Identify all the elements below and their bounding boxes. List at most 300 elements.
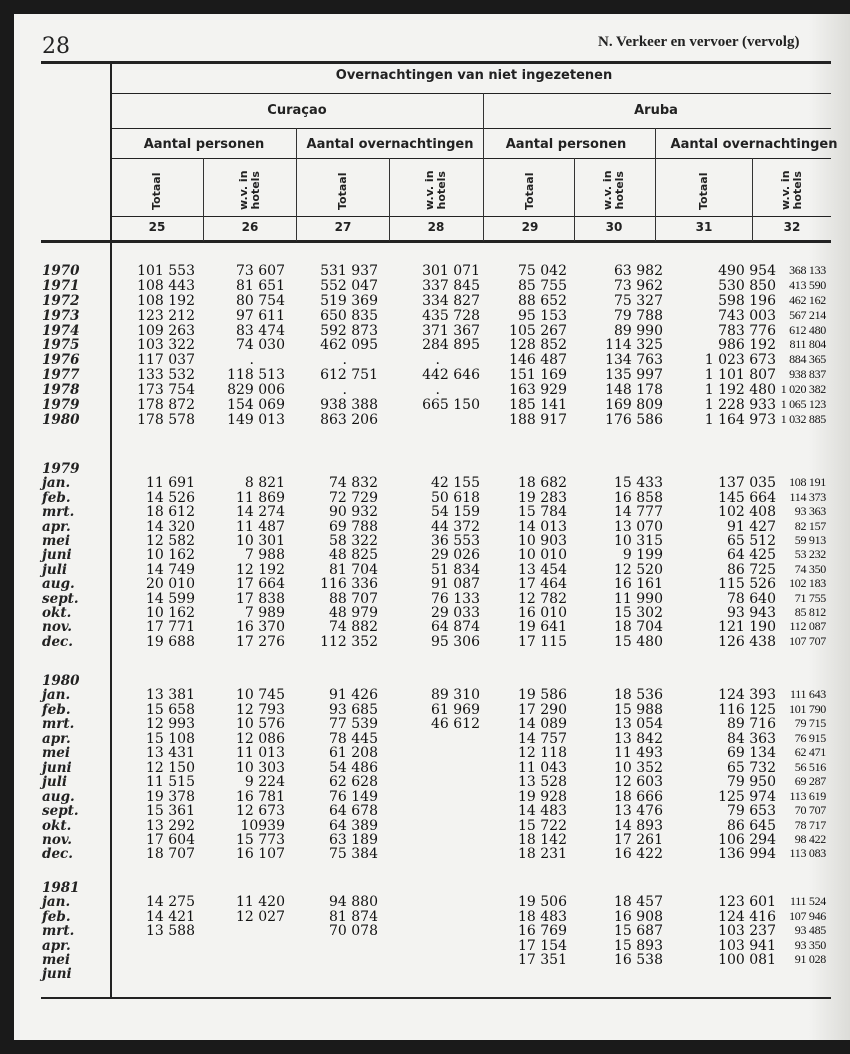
section-heading: 1981	[42, 880, 80, 896]
table-cell: 62 471	[794, 745, 826, 759]
table-row	[14, 619, 850, 634]
table-cell: 113 619	[789, 789, 826, 803]
table-cell: 15 893	[614, 938, 663, 954]
table-cell: 79 715	[794, 716, 826, 730]
table-cell: 154 069	[227, 397, 285, 413]
table-cell: 16 538	[614, 952, 663, 968]
table-cell: 11 487	[236, 519, 285, 535]
table-row	[14, 731, 850, 746]
table-cell: 829 006	[227, 382, 285, 398]
table-cell: 79 788	[614, 308, 663, 324]
table-row	[14, 533, 850, 548]
table-cell: 10 352	[614, 760, 663, 776]
table-cell: 19 641	[518, 619, 567, 635]
table-cell: 102 183	[789, 576, 826, 590]
table-cell: 11 691	[146, 475, 195, 491]
row-label: nov.	[42, 832, 73, 848]
row-label: apr.	[42, 519, 71, 535]
table-cell: 371 367	[422, 323, 480, 339]
group-label: Aantal overnachtingen	[670, 137, 838, 152]
row-label: 1980	[42, 412, 80, 428]
table-row	[14, 832, 850, 847]
table-cell: 79 653	[727, 803, 776, 819]
table-cell: 13 431	[146, 745, 195, 761]
table-cell: 103 237	[718, 923, 776, 939]
row-label: jan.	[42, 894, 71, 910]
table-cell: 188 917	[509, 412, 567, 428]
table-cell: 125 974	[718, 789, 776, 805]
table-cell: 136 994	[718, 846, 776, 862]
section-heading: 1979	[42, 461, 80, 477]
table-cell: 93 685	[329, 702, 378, 718]
table-row	[14, 702, 850, 717]
table-cell: 1 020 382	[780, 382, 826, 396]
table-cell: 17 838	[236, 591, 285, 607]
table-row	[14, 760, 850, 775]
table-cell: 18 457	[614, 894, 663, 910]
table-cell: 73 607	[236, 263, 285, 279]
table-cell: 7 988	[244, 547, 285, 563]
table-cell: 78 445	[329, 731, 378, 747]
table-cell: 95 153	[518, 308, 567, 324]
table-cell: 111 524	[789, 894, 826, 908]
table-cell: 14 274	[236, 504, 285, 520]
table-cell: 442 646	[422, 367, 480, 383]
rule	[112, 216, 831, 217]
table-cell: 665 150	[422, 397, 480, 413]
table-cell: 75 327	[614, 293, 663, 309]
table-row	[14, 909, 850, 924]
table-row	[14, 966, 850, 981]
table-cell: 14 089	[518, 716, 567, 732]
table-cell: 54 486	[329, 760, 378, 776]
table-row	[14, 803, 850, 818]
table-cell: 19 586	[518, 687, 567, 703]
col-divider	[203, 158, 204, 241]
row-label: okt.	[42, 818, 72, 834]
table-cell: 108 191	[789, 475, 826, 489]
table-cell: 148 178	[605, 382, 663, 398]
table-cell: 76 133	[431, 591, 480, 607]
table-cell: 105 267	[509, 323, 567, 339]
table-cell: 14 275	[146, 894, 195, 910]
rule	[112, 128, 831, 129]
table-cell: 19 506	[518, 894, 567, 910]
column-number: 29	[521, 220, 539, 234]
table-cell: 612 480	[789, 323, 826, 337]
table-cell: 16 769	[518, 923, 567, 939]
row-label: feb.	[42, 909, 71, 925]
row-label: mei	[42, 952, 71, 968]
table-cell: 106 294	[718, 832, 776, 848]
table-cell: 15 361	[146, 803, 195, 819]
table-cell: 36 553	[431, 533, 480, 549]
table-cell: 1 228 933	[704, 397, 776, 413]
table-cell: 51 834	[431, 562, 480, 578]
table-cell: 178 578	[137, 412, 195, 428]
table-cell: 14 013	[518, 519, 567, 535]
table-cell: 17 154	[518, 938, 567, 954]
col-divider	[389, 158, 390, 241]
table-cell: 10 162	[146, 547, 195, 563]
table-cell: 15 773	[236, 832, 285, 848]
table-cell: 76 149	[329, 789, 378, 805]
table-cell: 14 777	[614, 504, 663, 520]
table-cell: 81 704	[329, 562, 378, 578]
table-row	[14, 367, 850, 382]
table-cell: 102 408	[718, 504, 776, 520]
table-row	[14, 591, 850, 606]
table-cell: 59 913	[794, 533, 826, 547]
table-cell: 112 352	[320, 634, 378, 650]
table-cell: 598 196	[718, 293, 776, 309]
table-cell: 811 804	[789, 337, 826, 351]
table-cell: 12 673	[236, 803, 285, 819]
table-cell: 149 013	[227, 412, 285, 428]
column-label: w.v. in hotels	[601, 170, 626, 210]
group-label: Aantal personen	[505, 137, 627, 152]
table-cell: 82 157	[794, 519, 826, 533]
table-cell: 169 809	[605, 397, 663, 413]
table-cell: 11 013	[236, 745, 285, 761]
table-cell: 79 950	[727, 774, 776, 790]
table-row	[14, 716, 850, 731]
table-cell: 12 086	[236, 731, 285, 747]
table-cell: 13 476	[614, 803, 663, 819]
col-divider	[574, 158, 575, 241]
table-cell: 178 872	[137, 397, 195, 413]
table-cell: 128 852	[509, 337, 567, 353]
table-cell: 1 065 123	[780, 397, 826, 411]
table-cell: .	[435, 352, 440, 368]
column-number: 27	[334, 220, 352, 234]
table-cell: 14 421	[146, 909, 195, 925]
table-cell: 95 306	[431, 634, 480, 650]
row-label: 1970	[42, 263, 80, 279]
table-cell: 11 493	[614, 745, 663, 761]
table-cell: 69 287	[794, 774, 826, 788]
table-cell: 89 716	[727, 716, 776, 732]
table-cell: 69 134	[727, 745, 776, 761]
table-cell: 13 588	[146, 923, 195, 939]
table-cell: 58 322	[329, 533, 378, 549]
table-cell: 884 365	[789, 352, 826, 366]
table-cell: 42 155	[431, 475, 480, 491]
row-label: juni	[42, 760, 72, 776]
column-number: 28	[427, 220, 445, 234]
table-cell: 98 422	[794, 832, 826, 846]
table-cell: 16 858	[614, 490, 663, 506]
group-divider	[655, 128, 656, 241]
table-cell: 19 688	[146, 634, 195, 650]
table-cell: 17 276	[236, 634, 285, 650]
column-number: 30	[605, 220, 623, 234]
table-cell: 743 003	[718, 308, 776, 324]
table-cell: 124 416	[718, 909, 776, 925]
table-cell: 70 078	[329, 923, 378, 939]
table-cell: 86 725	[727, 562, 776, 578]
table-cell: 14 749	[146, 562, 195, 578]
table-cell: 18 666	[614, 789, 663, 805]
table-cell: 17 664	[236, 576, 285, 592]
table-cell: 123 212	[137, 308, 195, 324]
column-label: w.v. in hotels	[237, 170, 262, 210]
row-label: mei	[42, 745, 71, 761]
table-cell: 118 513	[227, 367, 285, 383]
table-cell: 81 874	[329, 909, 378, 925]
table-cell: 73 962	[614, 278, 663, 294]
table-cell: 12 582	[146, 533, 195, 549]
table-row	[14, 323, 850, 338]
bottom-rule	[41, 997, 831, 999]
table-cell: 863 206	[320, 412, 378, 428]
table-cell: 70 707	[794, 803, 826, 817]
table-cell: 56 516	[794, 760, 826, 774]
table-cell: 612 751	[320, 367, 378, 383]
table-cell: 74 350	[794, 562, 826, 576]
table-cell: 9 199	[622, 547, 663, 563]
row-label: mrt.	[42, 923, 75, 939]
header-bottom-rule	[41, 240, 831, 243]
table-cell: 72 729	[329, 490, 378, 506]
row-label: apr.	[42, 938, 71, 954]
table-cell: 103 322	[137, 337, 195, 353]
table-cell: 89 310	[431, 687, 480, 703]
row-label: 1977	[42, 367, 80, 383]
table-row	[14, 605, 850, 620]
table-cell: 81 651	[236, 278, 285, 294]
table-cell: 11 869	[236, 490, 285, 506]
table-cell: 14 757	[518, 731, 567, 747]
table-row	[14, 278, 850, 293]
table-cell: 552 047	[320, 278, 378, 294]
row-label: 1972	[42, 293, 80, 309]
table-cell: 12 782	[518, 591, 567, 607]
row-label: dec.	[42, 846, 73, 862]
table-cell: 176 586	[605, 412, 663, 428]
group-label: Aantal overnachtingen	[306, 137, 474, 152]
row-label: feb.	[42, 490, 71, 506]
table-row	[14, 774, 850, 789]
table-cell: 16 908	[614, 909, 663, 925]
table-cell: 462 162	[789, 293, 826, 307]
table-cell: 10 162	[146, 605, 195, 621]
table-cell: 18 682	[518, 475, 567, 491]
row-label: mei	[42, 533, 71, 549]
table-cell: 10 745	[236, 687, 285, 703]
column-label: w.v. in hotels	[779, 170, 804, 210]
row-label: 1971	[42, 278, 80, 294]
row-label: 1973	[42, 308, 80, 324]
table-cell: 173 754	[137, 382, 195, 398]
row-label: jan.	[42, 687, 71, 703]
table-cell: 84 363	[727, 731, 776, 747]
table-row	[14, 490, 850, 505]
table-cell: 12 603	[614, 774, 663, 790]
column-number: 32	[783, 220, 801, 234]
table-row	[14, 308, 850, 323]
table-cell: 12 993	[146, 716, 195, 732]
table-cell: 85 812	[794, 605, 826, 619]
header-aruba: Aruba	[634, 103, 678, 118]
table-row	[14, 634, 850, 649]
table-cell: 48 825	[329, 547, 378, 563]
column-number: 31	[695, 220, 713, 234]
table-cell: 13 454	[518, 562, 567, 578]
table-cell: 135 997	[605, 367, 663, 383]
table-row	[14, 562, 850, 577]
table-cell: 15 784	[518, 504, 567, 520]
table-cell: 15 722	[518, 818, 567, 834]
table-cell: 17 261	[614, 832, 663, 848]
table-cell: 86 645	[727, 818, 776, 834]
table-cell: 938 388	[320, 397, 378, 413]
row-label: feb.	[42, 702, 71, 718]
rule	[112, 158, 831, 159]
table-cell: 14 483	[518, 803, 567, 819]
table-cell: 83 474	[236, 323, 285, 339]
table-cell: 19 928	[518, 789, 567, 805]
table-cell: 490 954	[718, 263, 776, 279]
table-cell: 18 536	[614, 687, 663, 703]
table-cell: 12 118	[518, 745, 567, 761]
row-label: juni	[42, 966, 72, 982]
table-cell: 519 369	[320, 293, 378, 309]
table-cell: 10 576	[236, 716, 285, 732]
table-row	[14, 938, 850, 953]
table-row	[14, 504, 850, 519]
table-cell: 116 125	[718, 702, 776, 718]
table-cell: 14 526	[146, 490, 195, 506]
table-cell: 13 070	[614, 519, 663, 535]
table-cell: 74 030	[236, 337, 285, 353]
table-cell: 71 755	[794, 591, 826, 605]
table-cell: 44 372	[431, 519, 480, 535]
column-label: w.v. in hotels	[423, 170, 448, 210]
table-cell: 146 487	[509, 352, 567, 368]
table-cell: 368 133	[789, 263, 826, 277]
table-cell: 1 164 973	[704, 412, 776, 428]
table-row	[14, 293, 850, 308]
table-cell: 121 190	[718, 619, 776, 635]
row-label: okt.	[42, 605, 72, 621]
table-row	[14, 894, 850, 909]
table-cell: 80 754	[236, 293, 285, 309]
table-cell: 11 043	[518, 760, 567, 776]
table-cell: 14 599	[146, 591, 195, 607]
table-cell: 16 010	[518, 605, 567, 621]
table-cell: 50 618	[431, 490, 480, 506]
table-cell: 114 325	[605, 337, 663, 353]
table-cell: 63 982	[614, 263, 663, 279]
table-cell: 592 873	[320, 323, 378, 339]
table-row	[14, 789, 850, 804]
table-cell: 284 895	[422, 337, 480, 353]
row-label: 1976	[42, 352, 80, 368]
table-cell: 11 515	[146, 774, 195, 790]
table-cell: 78 717	[794, 818, 826, 832]
table-cell: 185 141	[509, 397, 567, 413]
table-cell: 10939	[240, 818, 285, 834]
table-cell: 19 283	[518, 490, 567, 506]
column-label: Totaal	[150, 172, 163, 210]
table-cell: 11 420	[236, 894, 285, 910]
table-cell: 91 427	[727, 519, 776, 535]
table-cell: 18 231	[518, 846, 567, 862]
table-cell: 109 263	[137, 323, 195, 339]
row-label: 1979	[42, 397, 80, 413]
col-divider	[752, 158, 753, 241]
table-cell: 61 208	[329, 745, 378, 761]
table-cell: 17 115	[518, 634, 567, 650]
table-cell: 8 821	[244, 475, 285, 491]
table-row	[14, 818, 850, 833]
table-cell: 12 192	[236, 562, 285, 578]
table-cell: 13 528	[518, 774, 567, 790]
table-cell: 17 464	[518, 576, 567, 592]
table-cell: 101 553	[137, 263, 195, 279]
table-cell: 64 425	[727, 547, 776, 563]
row-label: jan.	[42, 475, 71, 491]
table-cell: 93 485	[794, 923, 826, 937]
table-cell: 114 373	[789, 490, 826, 504]
table-cell: 10 303	[236, 760, 285, 776]
table-cell: 1 192 480	[704, 382, 776, 398]
table-cell: 531 937	[320, 263, 378, 279]
table-cell: 20 010	[146, 576, 195, 592]
table-cell: 48 979	[329, 605, 378, 621]
table-cell: 91 426	[329, 687, 378, 703]
table-cell: 11 990	[614, 591, 663, 607]
row-label: aug.	[42, 576, 75, 592]
table-cell: 100 081	[718, 952, 776, 968]
row-label: dec.	[42, 634, 73, 650]
table-row	[14, 397, 850, 412]
table-cell: 10 903	[518, 533, 567, 549]
table-cell: .	[342, 352, 347, 368]
table-cell: 18 612	[146, 504, 195, 520]
table-cell: 77 539	[329, 716, 378, 732]
table-cell: 462 095	[320, 337, 378, 353]
table-cell: 63 189	[329, 832, 378, 848]
table-cell: 29 033	[431, 605, 480, 621]
table-cell: 65 732	[727, 760, 776, 776]
table-cell: 18 704	[614, 619, 663, 635]
table-cell: 435 728	[422, 308, 480, 324]
table-cell: 137 035	[718, 475, 776, 491]
table-cell: 54 159	[431, 504, 480, 520]
table-cell: 13 292	[146, 818, 195, 834]
table-cell: 91 028	[794, 952, 826, 966]
table-cell: 112 087	[789, 619, 826, 633]
table-cell: 111 643	[789, 687, 826, 701]
table-cell: 64 389	[329, 818, 378, 834]
column-label: Totaal	[523, 172, 536, 210]
table-cell: 62 628	[329, 774, 378, 790]
table-cell: 133 532	[137, 367, 195, 383]
row-label: 1978	[42, 382, 80, 398]
table-cell: 29 026	[431, 547, 480, 563]
row-label: juni	[42, 547, 72, 563]
table-cell: 13 381	[146, 687, 195, 703]
column-label: Totaal	[697, 172, 710, 210]
table-cell: 783 776	[718, 323, 776, 339]
table-row	[14, 519, 850, 534]
table-cell: 93 363	[794, 504, 826, 518]
table-cell: 334 827	[422, 293, 480, 309]
table-row	[14, 263, 850, 278]
row-label: juli	[42, 562, 67, 578]
